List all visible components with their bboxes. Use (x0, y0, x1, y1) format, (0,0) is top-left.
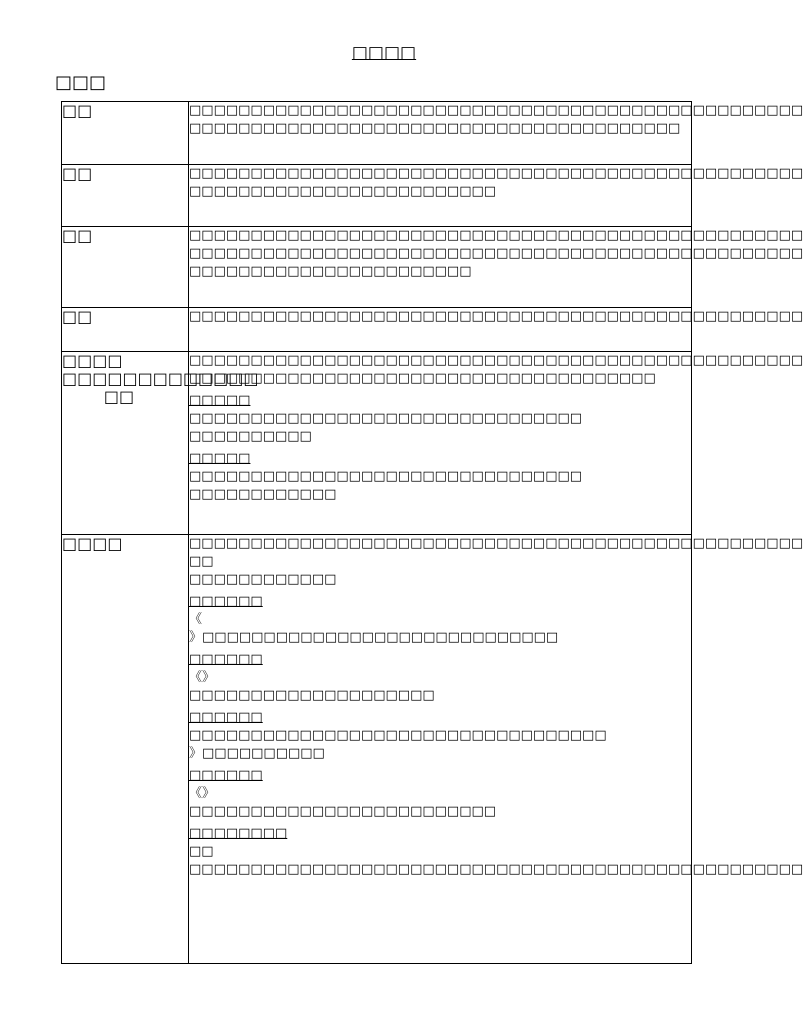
content-line: □□□□□□□□□□□□□□□□□□□□□□□□□□□□□□□□□□□□□□□□□□□□□□□□□□ (189, 246, 803, 261)
subsection-heading: □□□□□□ (189, 594, 263, 609)
row-label-line: □□ (62, 307, 93, 326)
content-line: □□□□□□□□□□□□ (189, 487, 337, 502)
subsection-heading: □□□□□□ (189, 768, 263, 783)
row-label-line: □□ (62, 101, 93, 120)
content-line: 《》 (189, 786, 216, 801)
row-label-line: □□□□ (62, 534, 123, 553)
content-line: □□□□□□□□□□□□□□□□□□□□□□□□□□□□□□□□□□□□□□□□□□□□□□□□□□ (189, 309, 803, 324)
content-line: □□□□□□□□□□□□□□□□□□□□ (189, 688, 435, 703)
info-table (61, 101, 803, 964)
content-line: □□□□□□□□□□□□□□□□□□□□□□□□□ (189, 804, 497, 819)
table-row (62, 102, 692, 165)
row-content (189, 227, 803, 308)
content-line: □□□□□□□□□□□□□□□□□□□□□□□□□□□□□□□□□□□□□□□□□□□□□□□□□□ (189, 103, 803, 118)
content-line: □□□□□□□□□□□□□□□□□□□□□□□□□□□□□□□□□□□□□□ (189, 371, 656, 386)
subsection-heading: □□□□□□□□ (189, 826, 288, 841)
table-row (62, 535, 692, 964)
row-label-line: □□ (62, 226, 93, 245)
row-content (189, 102, 803, 165)
content-line: □□□□□□□□□□□□□□□□□□□□□□□□□ (189, 184, 497, 199)
content-line: □□□□□□□□□□□□□□□□□□□□□□□□□□□□□□□□□□□□□□□□□□□□□□□□□□ (189, 166, 803, 181)
content-line: □□□□□□□□□□□□□□□□□□□□□□□ (189, 264, 472, 279)
subsection-heading: □□□□□ (189, 393, 251, 408)
table-row (62, 308, 692, 352)
row-label-line: □□□□ (62, 351, 123, 370)
subsection-heading: □□□□□□ (189, 710, 263, 725)
content-line: 《 (189, 612, 203, 627)
content-line: □□□□□□□□□□□□ (189, 572, 337, 587)
table-row (62, 165, 692, 227)
document-title: □□□□ (351, 43, 417, 63)
row-label-line: □□ (103, 387, 135, 406)
row-label (62, 308, 189, 352)
row-label (62, 535, 189, 964)
row-label (62, 351, 259, 535)
content-line: 》□□□□□□□□□□□□□□□□□□□□□□□□□□□□□ (189, 630, 559, 645)
content-line: □□□□□□□□□□□□□□□□□□□□□□□□□□□□□□□□ (189, 469, 583, 484)
content-line: □□□□□□□□□□□□□□□□□□□□□□□□□□□□□□□□□□□□□□□□□□□□□□□□□□ (189, 862, 803, 877)
content-line: 》□□□□□□□□□□ (189, 746, 325, 761)
content-line: □□□□□□□□□□□□□□□□□□□□□□□□□□□□□□□□□□□□□□□□□□□□□□□□□□ (189, 353, 803, 368)
subsection-heading: □□□□□ (189, 451, 251, 466)
table-row (62, 227, 692, 308)
content-line: □□□□□□□□□□□□□□□□□□□□□□□□□□□□□□□□□□ (189, 728, 607, 743)
content-line: □□□□□□□□□□ (189, 429, 312, 444)
table-row (62, 352, 692, 535)
row-content (189, 308, 803, 352)
content-line: 《》 (189, 670, 216, 685)
section-heading: □□□ (55, 72, 107, 93)
content-line: □□ (189, 844, 214, 859)
subsection-heading: □□□□□□ (189, 652, 263, 667)
row-content (189, 352, 803, 535)
row-content (189, 165, 803, 227)
row-label (62, 227, 189, 308)
content-line: □□□□□□□□□□□□□□□□□□□□□□□□□□□□□□□□□□□□□□□□□□□□□□□□□□ (189, 536, 803, 551)
content-line: □□□□□□□□□□□□□□□□□□□□□□□□□□□□□□□□ (189, 411, 583, 426)
content-line: □□□□□□□□□□□□□□□□□□□□□□□□□□□□□□□□□□□□□□□□ (189, 121, 681, 136)
row-label (62, 102, 189, 165)
row-label-line: □□□□□□□□□□□□□ (62, 369, 259, 388)
row-content (189, 535, 803, 964)
row-label-line: □□ (62, 164, 93, 183)
content-line: □□ (189, 554, 214, 569)
content-line: □□□□□□□□□□□□□□□□□□□□□□□□□□□□□□□□□□□□□□□□□□□□□□□□□□ (189, 228, 803, 243)
row-label (62, 165, 189, 227)
